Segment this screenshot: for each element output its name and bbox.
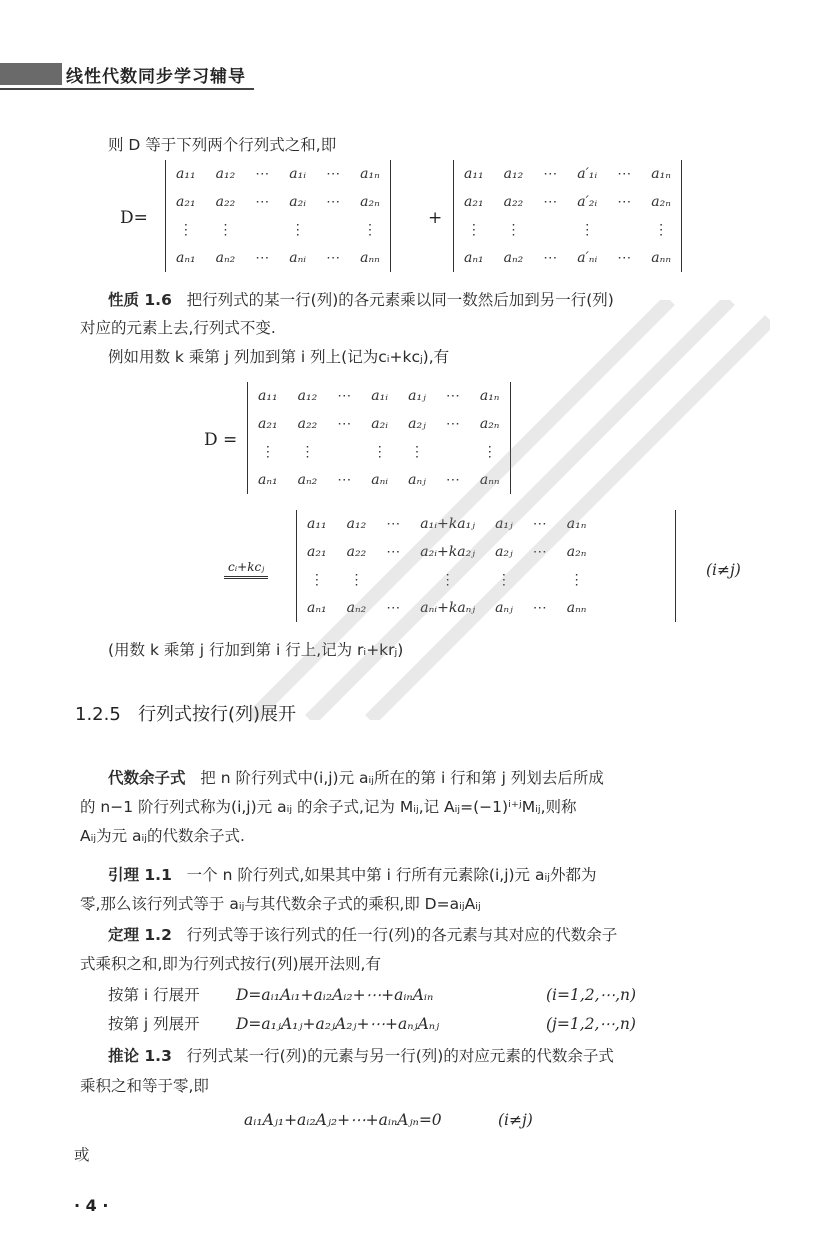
matrix-cell: a₁₂ [503,166,524,182]
corollary-text-1: 行列式某一行(列)的元素与另一行(列)的对应元素的代数余子式 [186,1047,614,1065]
matrix-cell: ⋯ [445,416,460,432]
matrix-cell: a₁ᵢ [289,166,307,182]
or-text: 或 [74,1146,90,1164]
matrix-cell: ⋯ [337,472,352,488]
running-header-title: 线性代数同步学习辅导 [66,67,246,87]
matrix-cell: aₙ₁ [464,250,484,266]
matrix-cell: a₂₁ [307,544,327,560]
matrix-cell: ⋮ [372,444,387,460]
matrix-cell: ⋯ [326,194,341,210]
section-title: 行列式按行(列)展开 [137,704,297,725]
section-number: 1.2.5 [75,704,121,725]
theorem-label: 定理 1.2 [108,926,172,944]
matrix-cell: ⋯ [543,250,558,266]
matrix-cell: ⋯ [543,194,558,210]
matrix-cell: a₁₂ [297,388,318,404]
lemma-text-1: 一个 n 阶行列式,如果其中第 i 行所有元素除(i,j)元 aᵢⱼ外都为 [186,866,597,884]
matrix-cell: ⋯ [445,388,460,404]
matrix-cell: a₂ᵢ [289,194,307,210]
matrix-cell: ⋮ [569,572,584,588]
matrix-cell: a₂ₙ [360,194,380,210]
corollary-text-2: 乘积之和等于零,即 [80,1077,209,1095]
matrix-cell: aₙᵢ [371,472,389,488]
matrix-cell [607,216,641,244]
matrix-cell: ⋮ [482,444,497,460]
property-text-1: 把行列式的某一行(列)的各元素乘以同一数然后加到另一行(列) [186,291,614,309]
matrix-cell: aₙ₁ [307,600,327,616]
cofactor-label: 代数余子式 [108,769,186,787]
matrix-cell: ⋯ [386,600,401,616]
matrix-cell: a₁ᵢ+ka₁ⱼ [420,516,475,532]
matrix-cell: ⋯ [255,166,270,182]
col-expansion-condition: (j=1,2,⋯,n) [546,1015,636,1033]
matrix-cell: aₙ₂ [503,250,524,266]
matrix-cell: ⋯ [543,166,558,182]
corollary-condition: (i≠j) [498,1111,533,1129]
matrix-cell: ⋮ [409,444,424,460]
eq1-plus: + [428,208,443,228]
matrix-cell: ⋯ [532,600,547,616]
row-expansion-condition: (i=1,2,⋯,n) [546,986,637,1004]
matrix-cell: ⋮ [178,222,193,238]
matrix-cell: ⋯ [617,166,632,182]
matrix-cell [376,566,410,594]
matrix-cell: ⋮ [496,572,511,588]
matrix-cell: ⋮ [309,572,324,588]
eq3-operation: cᵢ+kcⱼ [224,560,268,579]
matrix-cell: a₁₂ [346,516,367,532]
cofactor-text-1: 把 n 阶行列式中(i,j)元 aᵢⱼ所在的第 i 行和第 j 列划去后所成 [200,769,604,787]
cofactor-text-2: 的 n−1 阶行列式称为(i,j)元 aᵢⱼ 的余子式,记为 Mᵢⱼ,记 Aᵢⱼ=(−1)ⁱ⁺ʲMᵢⱼ,则称 [80,798,577,816]
cofactor-text-3: Aᵢⱼ为元 aᵢⱼ的代数余子式. [80,827,245,845]
matrix-cell: aₙ₁ [176,250,196,266]
lemma-text-2: 零,那么该行列式等于 aᵢⱼ与其代数余子式的乘积,即 D=aᵢⱼAᵢⱼ [80,895,481,913]
matrix-cell: aₙⱼ [408,472,426,488]
matrix-cell [436,438,470,466]
matrix-cell: ⋯ [326,166,341,182]
matrix-cell [316,216,350,244]
matrix-cell: a₂ᵢ [371,416,389,432]
eq1-right-determinant [453,160,682,272]
matrix-cell: a₁ₙ [360,166,380,182]
matrix-cell: ⋯ [326,250,341,266]
matrix-cell: a′₁ᵢ [577,166,598,182]
matrix-cell: ⋮ [580,222,595,238]
header-rule [0,88,254,90]
row-expansion-label: 按第 i 行展开 [108,986,200,1004]
matrix-cell: a₁ₙ [566,516,587,532]
matrix-cell: ⋮ [300,444,315,460]
matrix-cell: ⋯ [255,250,270,266]
matrix-cell: aₙₙ [651,250,671,266]
matrix-cell [523,566,557,594]
matrix-cell: aₙ₂ [297,472,318,488]
matrix-cell: aₙₙ [360,250,380,266]
matrix-cell: aₙ₁ [258,472,278,488]
header-bar [0,63,62,85]
matrix-cell: a₂ₙ [479,416,500,432]
corollary-label: 推论 1.3 [108,1047,172,1065]
example-text: 例如用数 k 乘第 j 列加到第 i 列上(记为cᵢ+kcⱼ),有 [108,348,450,366]
matrix-cell: a₂ⱼ [408,416,426,432]
matrix-cell: aₙₙ [566,600,587,616]
eq1-left-determinant [165,160,391,272]
matrix-cell: ⋯ [337,416,352,432]
matrix-cell [533,216,567,244]
matrix-cell [245,216,279,244]
eq3-determinant [296,510,676,622]
matrix-cell: a₁ᵢ [371,388,389,404]
matrix-cell: a₂ᵢ+ka₂ⱼ [420,544,475,560]
matrix-cell: a₁₁ [258,388,278,404]
matrix-cell: ⋮ [466,222,481,238]
row-expansion-formula: D=aᵢ₁Aᵢ₁+aᵢ₂Aᵢ₂+⋯+aᵢₙAᵢₙ [236,986,434,1004]
matrix-cell: a₁ₙ [651,166,671,182]
matrix-cell: a₂₁ [464,194,484,210]
corollary-formula: aᵢ₁Aⱼ₁+aᵢ₂Aⱼ₂+⋯+aᵢₙAⱼₙ=0 [244,1111,442,1129]
matrix-cell: ⋯ [337,388,352,404]
col-expansion-formula: D=a₁ⱼA₁ⱼ+a₂ⱼA₂ⱼ+⋯+aₙⱼAₙⱼ [236,1015,440,1033]
matrix-cell: a₂₂ [215,194,236,210]
lemma-label: 引理 1.1 [108,866,172,884]
matrix-cell: a₂₂ [297,416,318,432]
eq2-determinant [247,382,511,494]
matrix-cell: ⋮ [654,222,669,238]
matrix-cell: aₙ₂ [346,600,367,616]
matrix-cell: a₂ₙ [651,194,671,210]
matrix-cell: a₂ₙ [566,544,587,560]
matrix-cell: ⋯ [532,544,547,560]
matrix-cell: ⋯ [386,516,401,532]
matrix-cell: ⋮ [290,222,305,238]
property-text-2: 对应的元素上去,行列式不变. [80,319,276,337]
matrix-cell: a₂₂ [346,544,367,560]
matrix-cell: ⋯ [617,250,632,266]
matrix-cell: ⋮ [440,572,455,588]
eq1-lhs: D= [120,208,148,228]
theorem-text-2: 式乘积之和,即为行列式按行(列)展开法则,有 [80,955,381,973]
eq3-condition: (i≠j) [706,561,741,579]
matrix-cell: a₂₁ [258,416,278,432]
matrix-cell: aₙₙ [479,472,500,488]
matrix-cell: aₙⱼ [495,600,513,616]
page-number: · 4 · [74,1196,109,1215]
matrix-cell: aₙᵢ+kaₙⱼ [420,600,476,616]
matrix-cell: ⋮ [349,572,364,588]
matrix-cell: a₁₁ [464,166,484,182]
intro-text: 则 D 等于下列两个行列式之和,即 [108,136,337,154]
theorem-text-1: 行列式等于该行列式的任一行(列)的各元素与其对应的代数余子 [186,926,618,944]
col-expansion-label: 按第 j 列展开 [108,1015,200,1033]
matrix-cell: a₁ⱼ [495,516,513,532]
eq2-lhs: D = [204,430,238,450]
matrix-cell: a′₂ᵢ [577,194,598,210]
matrix-cell: ⋮ [218,222,233,238]
matrix-cell: a₁ₙ [479,388,500,404]
matrix-cell: a′ₙᵢ [577,250,598,266]
matrix-cell: aₙ₂ [215,250,236,266]
matrix-cell: ⋯ [532,516,547,532]
matrix-cell: aₙᵢ [289,250,307,266]
matrix-cell: a₂₂ [503,194,524,210]
matrix-cell: ⋮ [506,222,521,238]
property-label: 性质 1.6 [108,291,172,309]
matrix-cell: a₁ⱼ [408,388,426,404]
matrix-cell: a₂ⱼ [495,544,513,560]
matrix-cell: ⋯ [445,472,460,488]
matrix-cell: ⋮ [260,444,275,460]
matrix-cell: ⋯ [386,544,401,560]
matrix-cell: ⋯ [255,194,270,210]
matrix-cell: a₁₂ [215,166,236,182]
row-op-note: (用数 k 乘第 j 行加到第 i 行上,记为 rᵢ+krⱼ) [108,641,404,659]
matrix-cell [327,438,361,466]
matrix-cell: ⋯ [617,194,632,210]
matrix-cell: ⋮ [362,222,377,238]
matrix-cell: a₂₁ [176,194,196,210]
matrix-cell: a₁₁ [307,516,327,532]
matrix-cell: a₁₁ [176,166,196,182]
